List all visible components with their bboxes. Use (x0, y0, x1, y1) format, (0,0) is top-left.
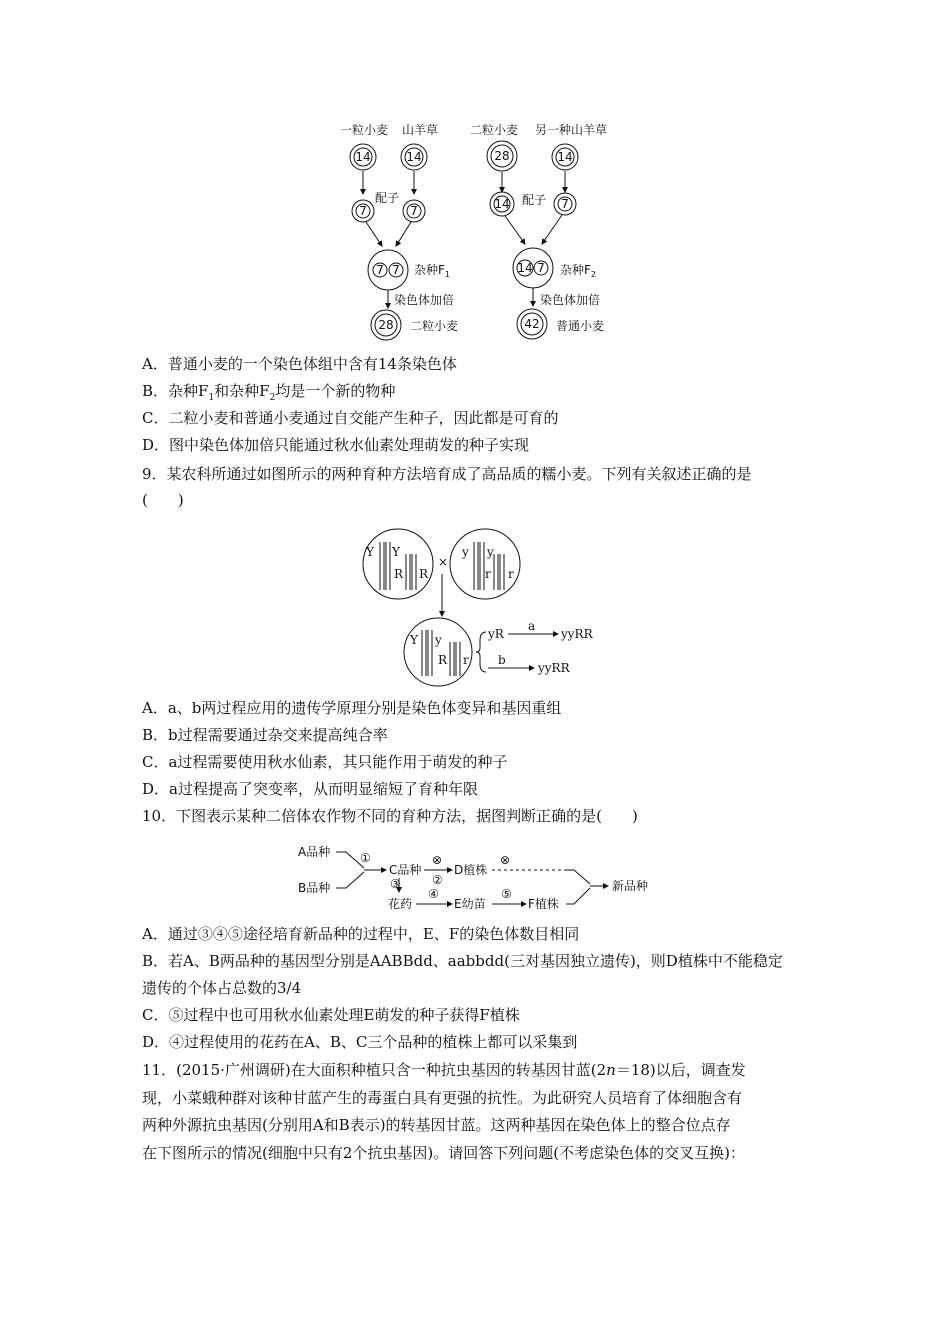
svg-text:r: r (463, 653, 469, 667)
svg-text:yyRR: yyRR (561, 627, 593, 641)
svg-text:7: 7 (392, 263, 400, 277)
q8-option-c: C．二粒小麦和普通小麦通过自交能产生种子，因此都是可育的 (142, 409, 559, 427)
breeding-methods-flowchart (296, 838, 666, 918)
svg-text:D植株: D植株 (454, 863, 488, 877)
svg-text:F植株: F植株 (528, 897, 559, 911)
svg-text:③: ③ (390, 877, 401, 891)
svg-text:B品种: B品种 (298, 881, 331, 895)
circle-hybrid-f1 (368, 250, 408, 290)
label-doubling-left: 染色体加倍 (394, 293, 455, 307)
label-result-common-wheat: 普通小麦 (556, 319, 605, 333)
q9-option-b: B．b过程需要通过杂交来提高纯合率 (142, 726, 388, 744)
svg-text:r: r (508, 567, 514, 581)
svg-text:花药: 花药 (388, 897, 413, 911)
q9-stem: 9．某农科所通过如图所示的两种育种方法培育成了高品质的糯小麦。下列有关叙述正确的是 (142, 465, 752, 483)
svg-text:7: 7 (376, 263, 384, 277)
svg-text:28: 28 (494, 149, 510, 163)
svg-text:y: y (487, 545, 494, 559)
svg-text:R: R (438, 653, 448, 667)
wheat-breeding-cross-diagram (358, 530, 598, 695)
label-emmer: 二粒小麦 (470, 123, 519, 137)
svg-text:②: ② (432, 873, 443, 887)
svg-text:Y: Y (366, 545, 374, 559)
svg-text:14: 14 (517, 261, 533, 275)
q10-stem: 10．下图表示某种二倍体农作物不同的育种方法，据图判断正确的是( ) (142, 807, 638, 825)
label-einkorn: 一粒小麦 (340, 123, 389, 137)
svg-text:E幼苗: E幼苗 (454, 897, 486, 911)
svg-text:14: 14 (557, 150, 573, 164)
q11-line2: 现，小菜蛾种群对该种甘蓝产生的毒蛋白具有更强的抗性。为此研究人员培育了体细胞含有 (142, 1089, 743, 1107)
label-hybrid-f2: 杂种$F_2$ (560, 263, 596, 279)
svg-text:④: ④ (428, 887, 439, 901)
label-doubling-right: 染色体加倍 (540, 293, 601, 307)
cell-f1-yyrr (404, 618, 472, 686)
svg-text:①: ① (360, 851, 371, 865)
q11-line4: 在下图所示的情况(细胞中只有2个抗虫基因)。请回答下列问题(不考虑染色体的交叉互换)： (142, 1144, 745, 1162)
label-gamete-right: 配子 (522, 193, 547, 207)
svg-text:7: 7 (359, 204, 367, 218)
q10-option-b-line2: 遗传的个体占总数的3/4 (142, 979, 302, 997)
q9-option-d: D．a过程提高了突变率，从而明显缩短了育种年限 (142, 780, 478, 798)
svg-text:⊗: ⊗ (500, 853, 511, 867)
svg-text:y: y (462, 545, 469, 559)
svg-text:Y: Y (392, 545, 400, 559)
q9-option-c: C．a过程需要使用秋水仙素，其只能作用于萌发的种子 (142, 753, 508, 771)
svg-text:a: a (528, 619, 536, 633)
svg-text:yR: yR (488, 627, 504, 641)
label-hybrid-f1: 杂种$F_1$ (414, 263, 450, 279)
svg-text:14: 14 (494, 197, 510, 211)
svg-text:⊗: ⊗ (432, 853, 443, 867)
q8-option-d: D．图中染色体加倍只能通过秋水仙素处理萌发的种子实现 (142, 436, 530, 454)
q10-option-b-line1: B．若A、B两品种的基因型分别是AABBdd、aabbdd(三对基因独立遗传)，则D植株中不能稳定 (142, 952, 783, 970)
svg-text:42: 42 (524, 317, 540, 331)
q10-option-a: A．通过③④⑤途径培育新品种的过程中，E、F的染色体数目相同 (142, 925, 580, 943)
q9-stem-bracket: ( ) (142, 491, 184, 509)
svg-text:7: 7 (561, 197, 569, 211)
cross-symbol: × (438, 555, 449, 569)
svg-text:A品种: A品种 (298, 845, 331, 859)
svg-text:7: 7 (537, 261, 545, 275)
svg-text:7: 7 (410, 204, 418, 218)
label-goatgrass: 山羊草 (402, 123, 439, 137)
q10-option-c: C．⑤过程中也可用秋水仙素处理E萌发的种子获得F植株 (142, 1006, 520, 1024)
svg-text:yyRR: yyRR (538, 661, 570, 675)
svg-text:r: r (485, 567, 491, 581)
q11-line3: 两种外源抗虫基因(分别用A和B表示)的转基因甘蓝。这两种基因在染色体上的整合位点存 (142, 1116, 731, 1134)
svg-text:新品种: 新品种 (612, 879, 649, 893)
svg-text:14: 14 (355, 150, 371, 164)
svg-text:Y: Y (410, 633, 418, 647)
cell-parent-yyrr-recessive (450, 529, 520, 599)
q11-line1: 11．(2015·广州调研)在大面积种植只含一种抗虫基因的转基因甘蓝(2n＝18)以后，调查发 (142, 1061, 746, 1079)
polyploid-breeding-diagram (330, 118, 630, 348)
svg-text:C品种: C品种 (389, 863, 422, 877)
label-result-emmer: 二粒小麦 (410, 319, 459, 333)
svg-text:⑤: ⑤ (501, 887, 512, 901)
label-other-goatgrass: 另一种山羊草 (535, 123, 608, 137)
label-gamete-left: 配子 (375, 191, 400, 205)
q10-option-d: D．④过程使用的花药在A、B、C三个品种的植株上都可以采集到 (142, 1033, 578, 1051)
cell-parent-yyrr-dominant (363, 529, 433, 599)
svg-text:R: R (419, 567, 429, 581)
q8-option-b: B．杂种$F_1$和杂种$F_2$均是一个新的物种 (142, 382, 396, 403)
svg-text:14: 14 (406, 150, 422, 164)
svg-text:y: y (435, 633, 442, 647)
q9-option-a: A．a、b两过程应用的遗传学原理分别是染色体变异和基因重组 (142, 699, 562, 717)
svg-text:b: b (498, 653, 506, 667)
svg-text:R: R (394, 567, 404, 581)
q8-option-a: A．普通小麦的一个染色体组中含有14条染色体 (142, 355, 457, 373)
svg-text:28: 28 (378, 318, 394, 332)
